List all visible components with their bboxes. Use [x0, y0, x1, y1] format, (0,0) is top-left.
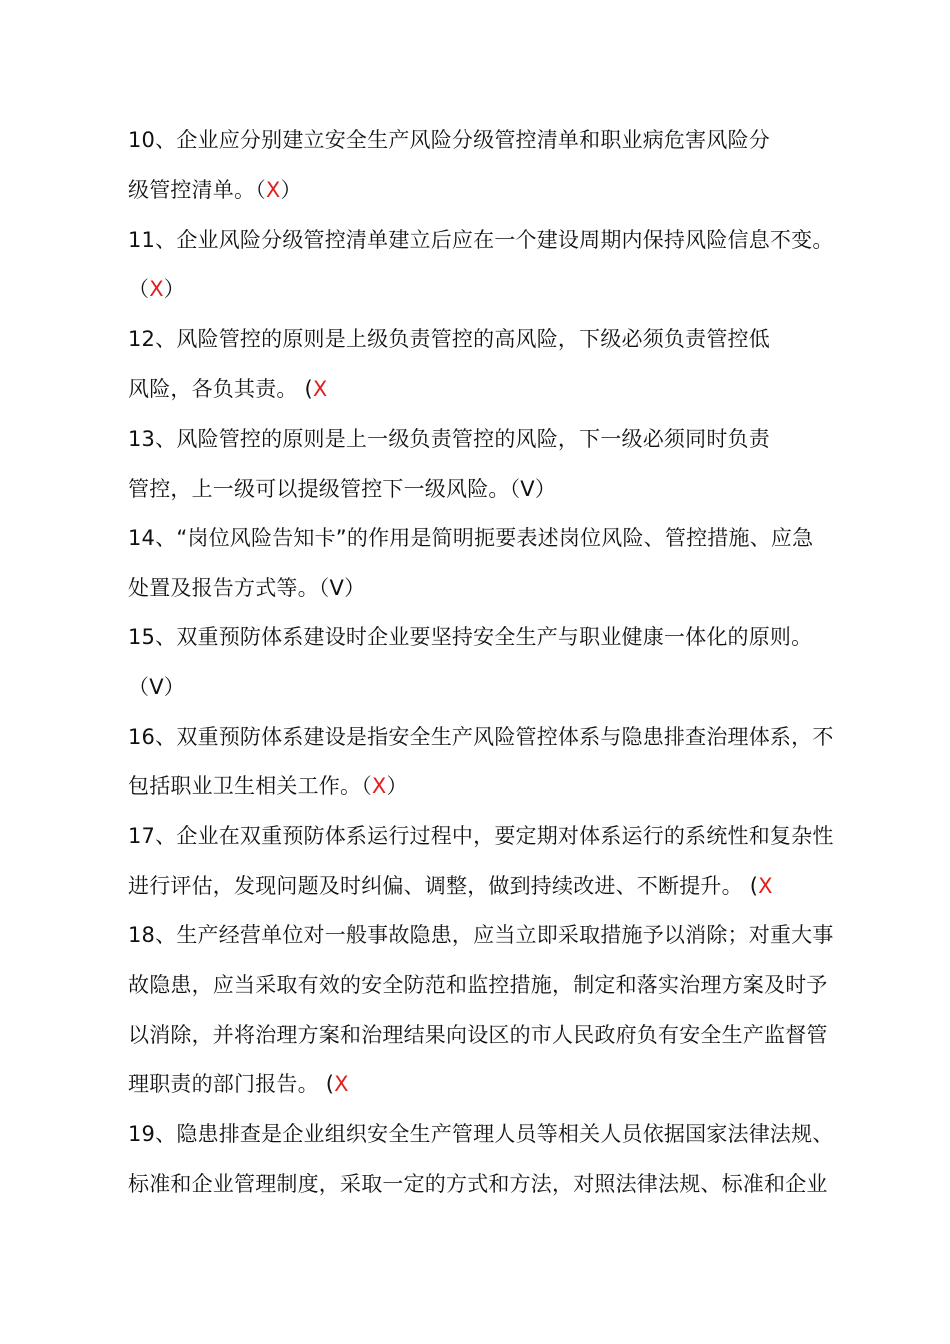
answer-mark: X — [334, 1072, 349, 1096]
text-line — [128, 672, 185, 702]
line-text: 16、双重预防体系建设是指安全生产风险管控体系与隐患排查治理体系，不 — [128, 725, 834, 749]
line-text: 风险，各负其责。 — [128, 377, 298, 401]
line-text: 理职责的部门报告。 — [128, 1072, 319, 1096]
text-line — [128, 1020, 828, 1050]
text-line — [128, 523, 813, 553]
line-text: 标准和企业管理制度，采取一定的方式和方法，对照法律法规、标准和企业 — [128, 1172, 828, 1196]
line-text: 以消除，并将治理方案和治理结果向设区的市人民政府负有安全生产监督管 — [128, 1023, 828, 1047]
text-line — [128, 1119, 834, 1149]
line-text: 13、风险管控的原则是上一级负责管控的风险，下一级必须同时负责 — [128, 427, 770, 451]
line-text: 11、企业风险分级管控清单建立后应在一个建设周期内保持风险信息不变。 — [128, 228, 834, 252]
text-line — [128, 324, 770, 354]
answer-mark: X — [265, 178, 281, 202]
answer-mark: X — [312, 377, 328, 401]
line-text: 15、双重预防体系建设时企业要坚持安全生产与职业健康一体化的原则。 — [128, 625, 813, 649]
text-line — [128, 424, 770, 454]
line-post: ） — [280, 178, 302, 202]
text-line — [128, 871, 773, 901]
line-text: 10、企业应分别建立安全生产风险分级管控清单和职业病危害风险分 — [128, 128, 770, 152]
line-text: 管控，上一级可以提级管控下一级风险。（V） — [128, 477, 557, 501]
line-text: 进行评估，发现问题及时纠偏、调整，做到持续改进、不断提升。 — [128, 874, 743, 898]
line-post: ） — [386, 774, 408, 798]
answer-mark: X — [371, 774, 387, 798]
line-text: 级管控清单。（ — [128, 178, 266, 202]
line-text: 包括职业卫生相关工作。（ — [128, 774, 372, 798]
text-line — [128, 1069, 349, 1099]
text-line — [128, 274, 185, 304]
line-text: 17、企业在双重预防体系运行过程中，要定期对体系运行的系统性和复杂性 — [128, 824, 834, 848]
text-line — [128, 821, 834, 851]
line-text: （V） — [128, 675, 185, 699]
line-text: 19、隐患排查是企业组织安全生产管理人员等相关人员依据国家法律法规、 — [128, 1122, 834, 1146]
line-pre: ( — [318, 1072, 335, 1096]
text-line — [128, 225, 834, 255]
line-text: 处置及报告方式等。（V） — [128, 576, 366, 600]
line-text: 12、风险管控的原则是上级负责管控的高风险，下级必须负责管控低 — [128, 327, 770, 351]
line-pre: （ — [128, 277, 150, 301]
text-line — [128, 125, 770, 155]
line-pre: ( — [297, 377, 313, 401]
answer-mark: X — [758, 874, 773, 898]
text-line — [128, 722, 834, 752]
text-line — [128, 573, 365, 603]
text-line — [128, 474, 556, 504]
text-line — [128, 175, 302, 205]
text-line — [128, 622, 812, 652]
line-text: 14、“岗位风险告知卡”的作用是简明扼要表述岗位风险、管控措施、应急 — [128, 526, 814, 550]
answer-mark: X — [149, 277, 164, 301]
line-text: 故隐患，应当采取有效的安全防范和监控措施，制定和落实治理方案及时予 — [128, 973, 828, 997]
text-line — [128, 374, 327, 404]
line-text: 18、生产经营单位对一般事故隐患，应当立即采取措施予以消除；对重大事 — [128, 923, 834, 947]
text-line — [128, 771, 408, 801]
text-line — [128, 970, 828, 1000]
line-post: ） — [163, 277, 185, 301]
line-pre: ( — [742, 874, 759, 898]
text-line — [128, 1169, 828, 1199]
text-line — [128, 920, 834, 950]
